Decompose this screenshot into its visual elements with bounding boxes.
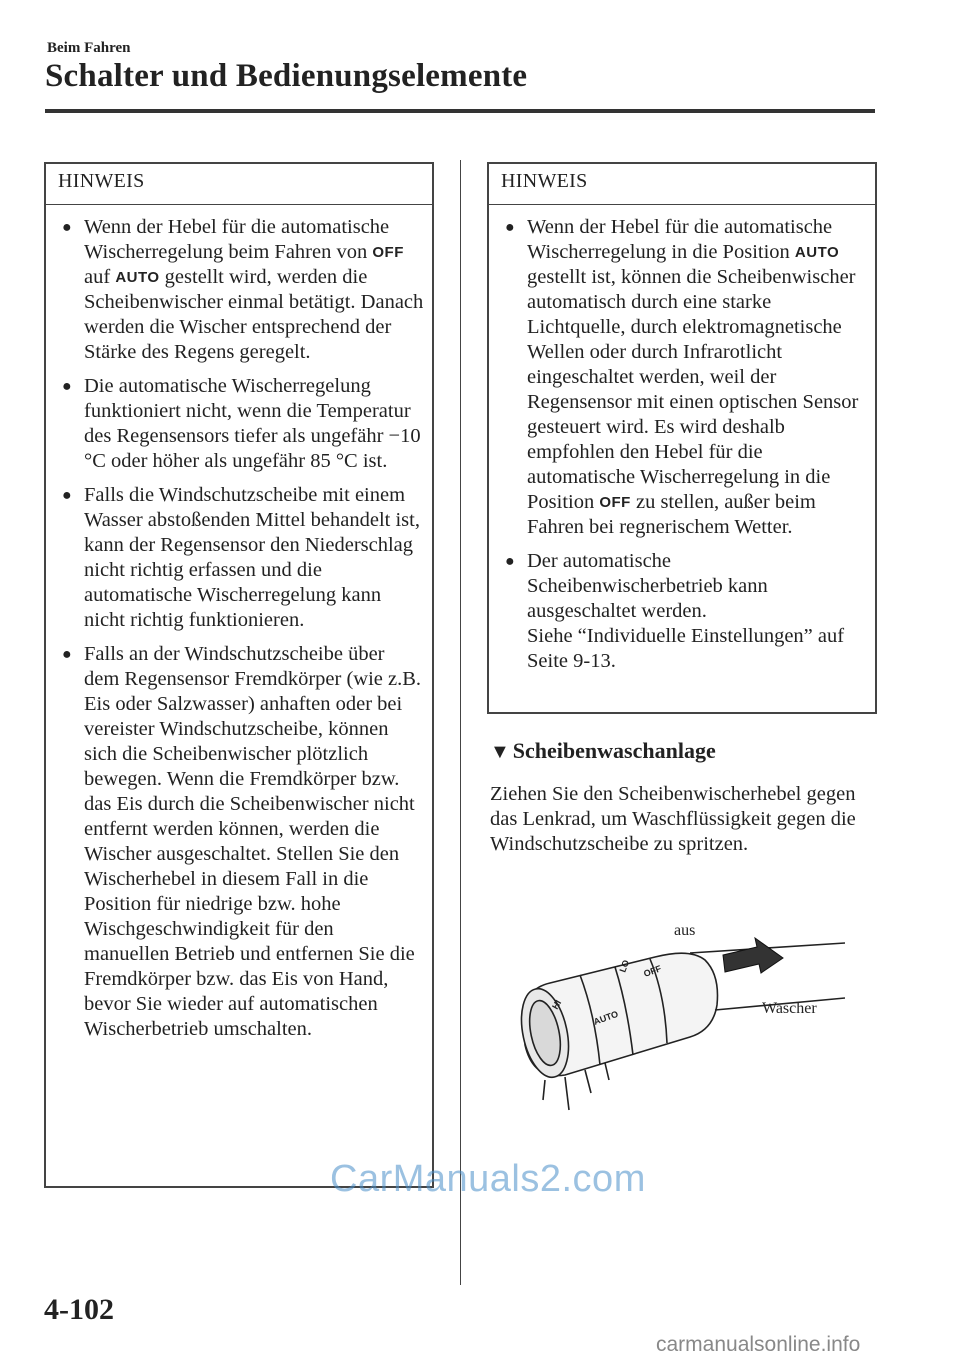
section-label: Beim Fahren [47,40,131,56]
bullet-icon: ● [62,646,72,663]
bullet-icon: ● [62,219,72,236]
note-text: auf [84,266,116,288]
note-text: Wenn der Hebel für die automatische Wischerregelung in die Position [527,216,833,263]
note-heading: HINWEIS [489,164,875,205]
page-title: Schalter und Bedienungselemente [45,58,528,94]
note-text: gestellt ist, können die Scheibenwischer automatisch durch eine starke Lichtquelle, durch elektromagnetische Wellen oder durch Infrarotlicht eingeschaltet werden, weil der Regensensor mit einen optischen Sensor gesteuert wird. Es wird deshalb empfohlen den Hebel für die automatische Wischerregelung in die Position [527,266,859,513]
label-washer: Wascher [762,1000,817,1017]
list-item [58,374,424,474]
column-divider [460,160,461,1285]
note-list [46,205,432,1052]
right-note-box [487,162,877,714]
bullet-icon: ● [505,219,515,236]
svg-text:LO: LO [617,958,632,974]
list-item [58,642,424,1042]
list-item [501,549,867,674]
note-text: Falls die Windschutzscheibe mit einem Wasser abstoßenden Mittel behandelt ist, kann der Regensensor den Niederschlag nicht richtig erfassen und die automatische Wischerregelung kann nicht richtig funktionieren. [84,484,420,631]
left-note-box [44,162,434,1188]
triangle-marker-icon: ▼ [490,741,510,763]
svg-text:HI: HI [550,998,564,1011]
bullet-icon: ● [62,487,72,504]
label-off: aus [674,922,696,939]
off-symbol-icon: OFF [372,244,404,261]
cross-reference-link: Siehe “Individuelle Einstellungen” auf Seite 9-13. [527,625,845,672]
svg-text:AUTO: AUTO [592,1008,620,1027]
list-item [58,215,424,365]
bullet-icon: ● [62,378,72,395]
watermark: CarManuals2.com [330,1158,646,1200]
page-number: 4-102 [44,1293,114,1326]
footer-site: carmanualsonline.info [656,1333,861,1356]
note-text: zu stellen, außer beim Fahren bei regnerischem Wetter. [527,491,816,538]
washer-instructions: Ziehen Sie den Scheibenwischerhebel gegen das Lenkrad, um Waschflüssigkeit gegen die Windschutzscheibe zu spritzen. [490,783,856,855]
note-text: Falls an der Windschutzscheibe über dem Regensensor Fremdkörper (wie z.B. Eis oder Salzwasser) anhaften oder bei vereister Windschutzscheibe, können sich die Scheibenwischer plötzlich bewegen. Wenn die Fremdkörper bzw. das Eis durch die Scheibenwischer nicht entfernt werden können, werden die Wischer ausgeschaltet. Stellen Sie den Wischerhebel in diesem Fall in die Position für niedrige bzw. hohe Wischgeschwindigkeit für den manuellen Betrieb und entfernen Sie die Fremdkörper bzw. das Eis von Hand, bevor Sie wieder auf automatischen Wischerbetrieb umschalten. [84,643,422,1040]
note-text: Der automatische Scheibenwischerbetrieb kann ausgeschaltet werden. [527,550,768,622]
bullet-icon: ● [505,553,515,570]
note-text: Die automatische Wischerregelung funktioniert nicht, wenn die Temperatur des Regensensors tiefer als ungefähr −10 °C oder höher als ungefähr 85 °C ist. [84,375,421,472]
note-heading: HINWEIS [46,164,432,205]
note-list [489,205,875,684]
auto-symbol-icon: AUTO [794,244,840,261]
note-text: gestellt wird, werden die Scheibenwischer einmal betätigt. Danach werden die Wischer entsprechend der Stärke des Regens geregelt. [84,266,424,363]
off-symbol-icon: OFF [599,494,631,511]
subsection-heading [490,738,716,764]
note-text: Wenn der Hebel für die automatische Wischerregelung beim Fahren von [84,216,390,263]
auto-symbol-icon: AUTO [115,269,160,286]
subsection-title: Scheibenwaschanlage [512,738,716,763]
list-item [58,483,424,633]
list-item [501,215,867,540]
title-rule [45,109,875,113]
svg-text:OFF: OFF [642,963,663,979]
